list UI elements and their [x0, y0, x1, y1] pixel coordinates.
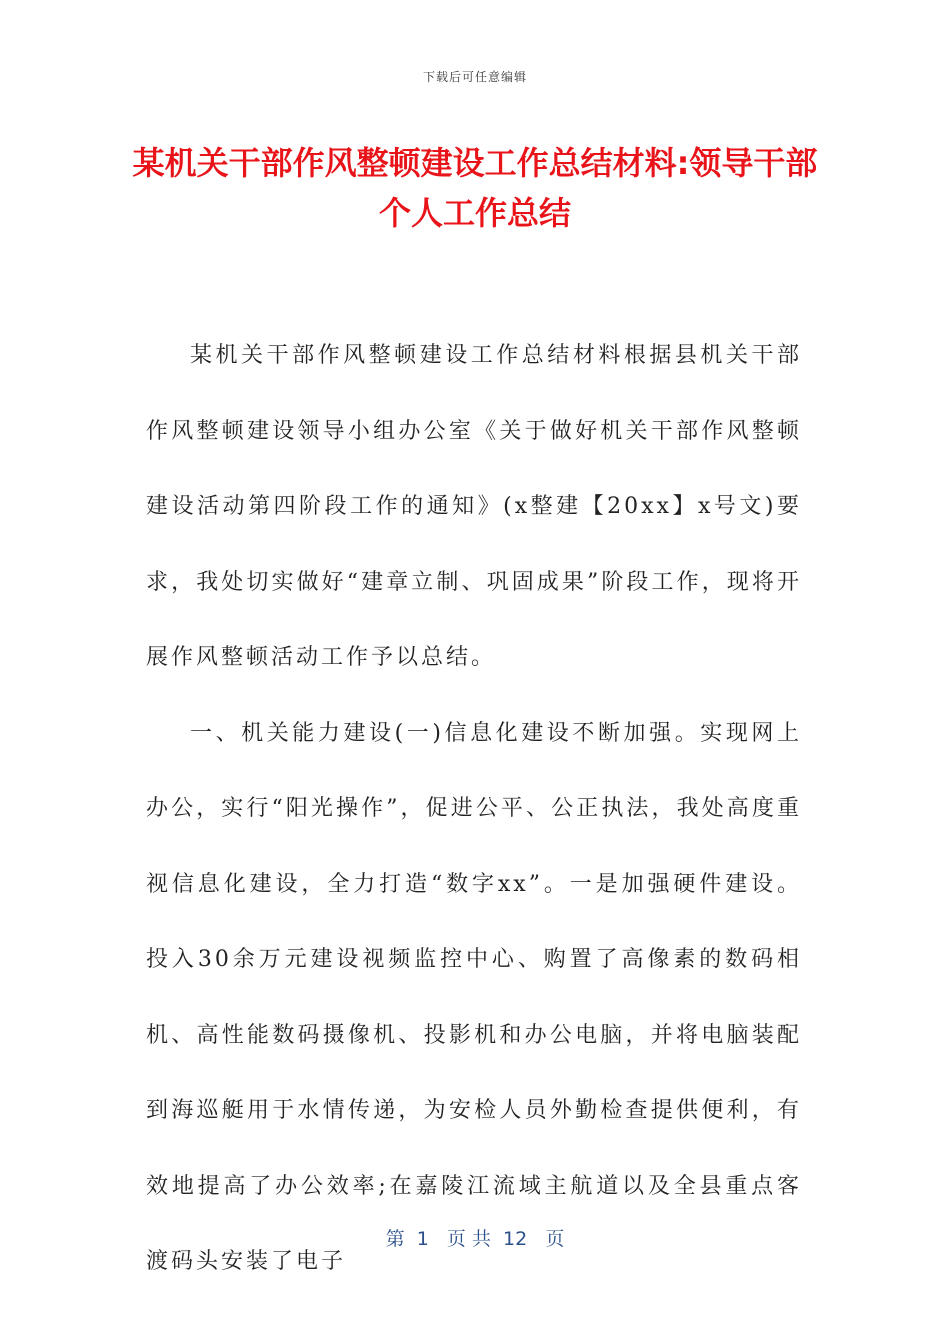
document-title: 某机关干部作风整顿建设工作总结材料:领导干部个人工作总结: [132, 144, 818, 232]
paragraph-section-one: 一、机关能力建设(一)信息化建设不断加强。实现网上办公，实行“阳光操作”，促进公平、公正执法，我处高度重视信息化建设，全力打造“数字xx”。一是加强硬件建设。投入30余万元建设视频监控中心、购置了高像素的数码相机、高性能数码摄像机、投影机和办公电脑，并将电脑装配到海巡艇用于水情传递，为安检人员外勤检查提供便利，有效地提高了办公效率;在嘉陵江流域主航道以及全县重点客渡码头安装了电子: [146, 720, 802, 1274]
paragraph-intro: 某机关干部作风整顿建设工作总结材料根据县机关干部作风整顿建设领导小组办公室《关于做好机关干部作风整顿建设活动第四阶段工作的通知》(x整建【20xx】x号文)要求，我处切实做好“建章立制、巩固成果”阶段工作，现将开展作风整顿活动工作予以总结。: [146, 343, 802, 670]
page-number-footer: 第 1 页 共 12 页: [385, 1228, 565, 1250]
header-note: 下载后可任意编辑: [422, 70, 527, 84]
document-body: [146, 318, 802, 1300]
